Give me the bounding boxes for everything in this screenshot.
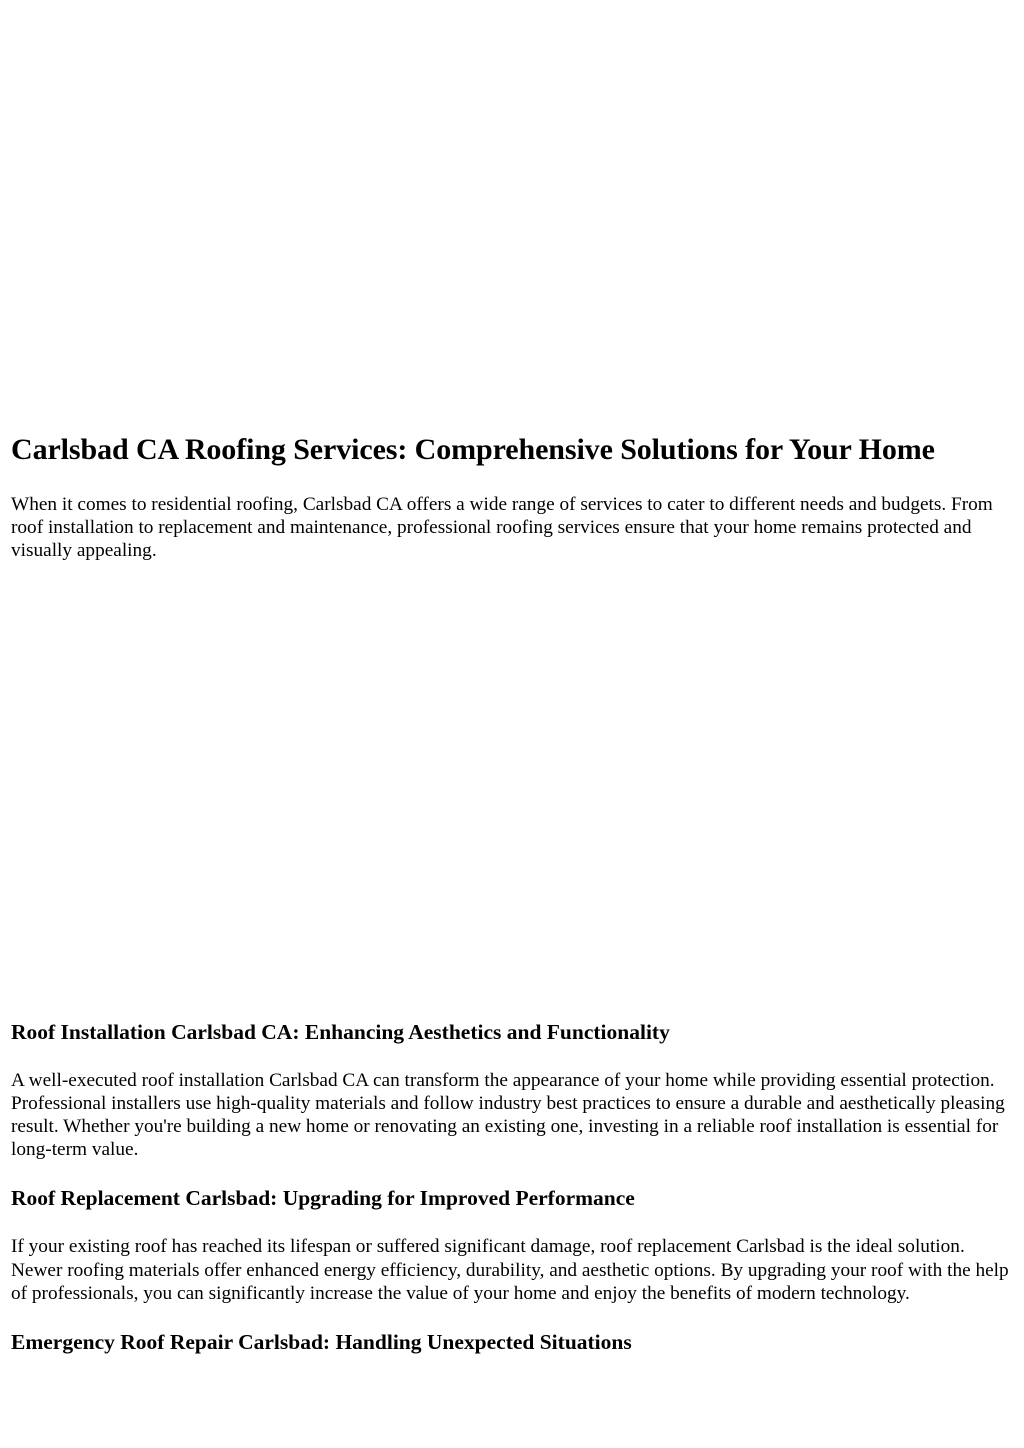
page-title: Carlsbad CA Roofing Services: Comprehensive Solutions for Your Home <box>11 433 935 466</box>
section-heading-installation: Roof Installation Carlsbad CA: Enhancing Aesthetics and Functionality <box>11 1019 670 1044</box>
section-body-installation: A well-executed roof installation Carlsbad CA can transform the appearance of your home while providing essential protection. Professional installers use high-quality materials and follow industry best practices to ensure a durable and aesthetically pleasing result. Whether you're building a new home or renovating an existing one, investing in a reliable roof installation is essential for long-term value. <box>11 1069 1005 1161</box>
section-heading-replacement: Roof Replacement Carlsbad: Upgrading for Improved Performance <box>11 1186 635 1211</box>
section-body-replacement: If your existing roof has reached its lifespan or suffered significant damage, roof replacement Carlsbad is the ideal solution. Newer roofing materials offer enhanced energy efficiency, durability, and aesthetic options. By upgrading your roof with the help of professionals, you can significantly increase the value of your home and enjoy the benefits of modern technology. <box>11 1236 1009 1304</box>
intro-paragraph: When it comes to residential roofing, Carlsbad CA offers a wide range of services to cater to different needs and budgets. From roof installation to replacement and maintenance, professional roofing services ensure that your home remains protected and visually appealing. <box>11 494 993 562</box>
blank-area-middle <box>11 563 1016 1019</box>
document-page <box>11 0 1016 1355</box>
blank-area-top <box>11 0 1016 425</box>
section-heading-emergency-repair: Emergency Roof Repair Carlsbad: Handling Unexpected Situations <box>11 1330 632 1355</box>
